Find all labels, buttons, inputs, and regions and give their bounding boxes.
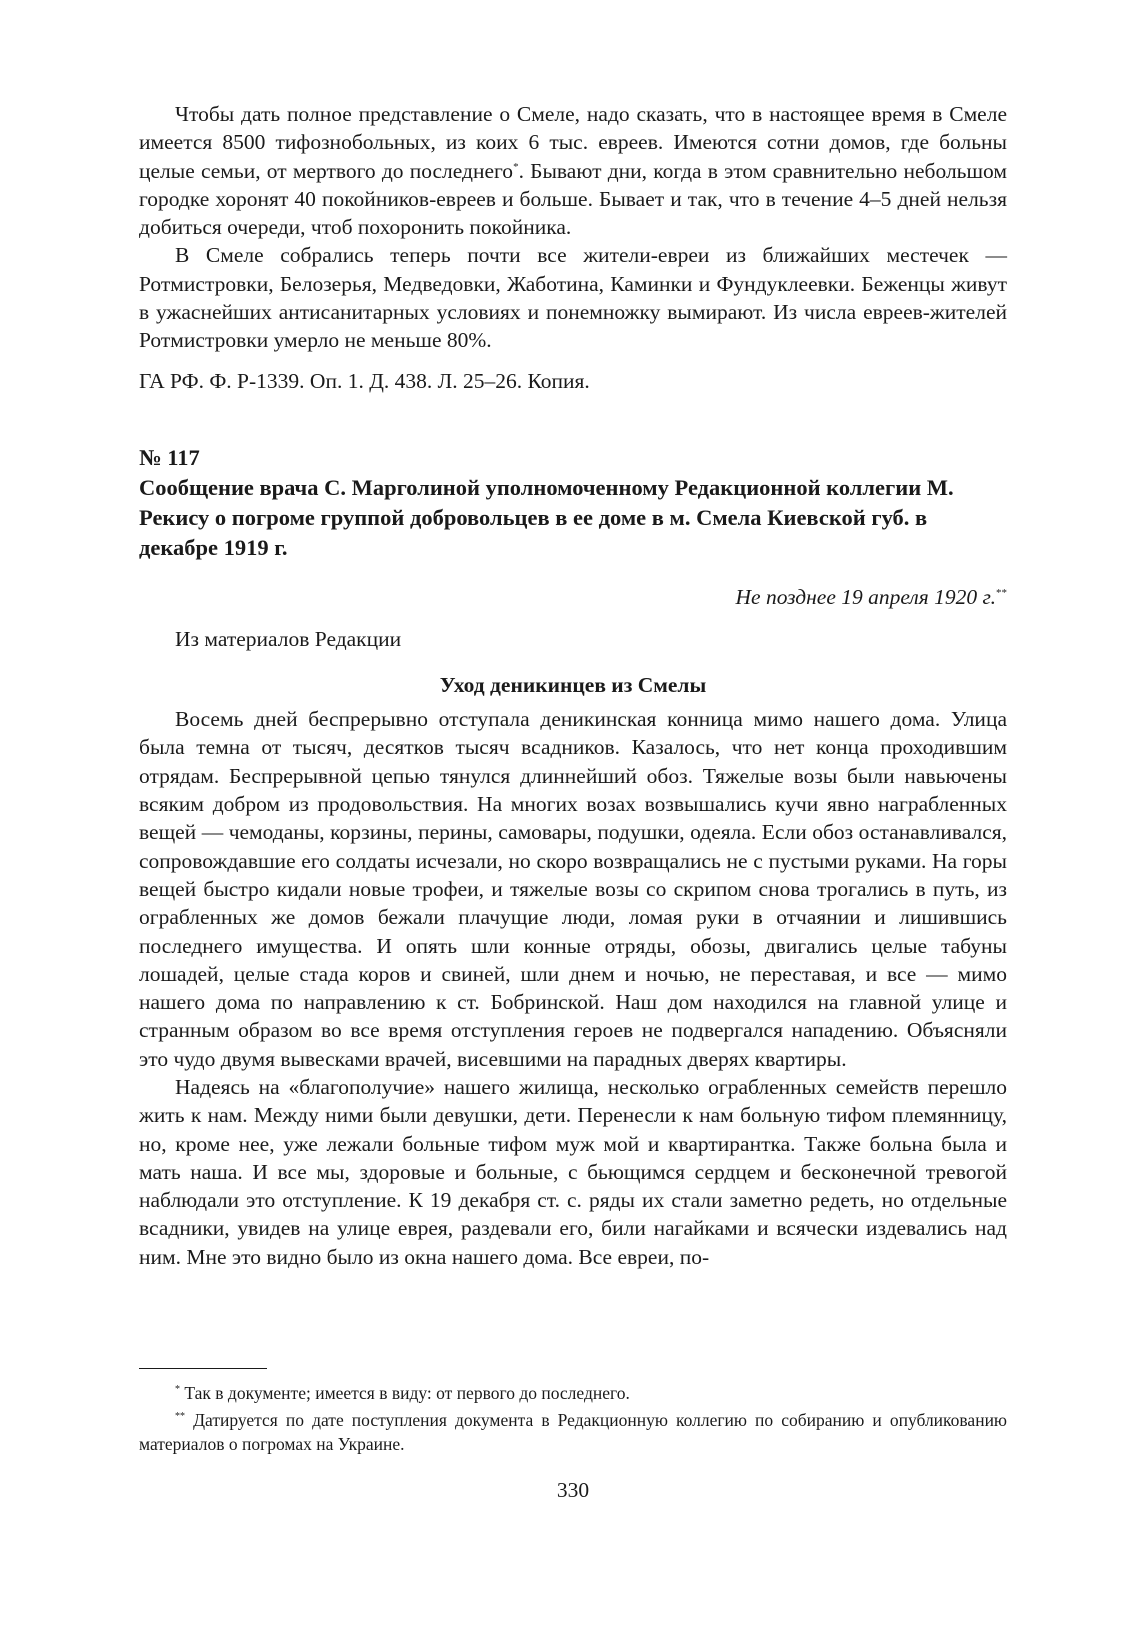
prev-paragraph-2: В Смеле собрались теперь почти все жители-евреи из ближайших местечек — Ротмистровки, Белозерья, Медведовки, Жаботина, Каминки и Фундуклеевки. Беженцы живут в ужаснейших антисанитарных условиях и понемножку вымирают. Из числа евреев-жителей Ротмистровки умерло не меньше 80%.	[139, 243, 1007, 353]
footnotes	[139, 1378, 1007, 1456]
footnote-ref-2[interactable]: **	[996, 586, 1007, 599]
page-number: 330	[556, 1478, 590, 1502]
body-paragraph-1: Восемь дней беспрерывно отступала деникинская конница мимо нашего дома. Улица была темна от тысяч, десятков тысяч всадников. Казалось, что нет конца проходившим отрядам. Беспрерывной цепью тянулся длиннейший обоз. Тяжелые возы были навьючены всяким добром из продовольствия. На многих возах возвышались кучи явно награбленных вещей — чемоданы, корзины, перины, самовары, подушки, одеяла. Если обоз останавливался, сопровождавшие его солдаты исчезали, но скоро возвращались не с пустыми руками. На горы вещей быстро кидали новые трофеи, и тяжелые возы со скрипом снова трогались в путь, из ограбленных же домов бежали плачущие люди, ломая руки в отчаянии и лишившись последнего имущества. И опять шли конные отряды, обозы, двигались целые табуны лошадей, целые стада коров и свиней, шли днем и ночью, не переставая, и все — мимо нашего дома по направлению к ст. Бобринской. Наш дом находился на главной улице и странным образом во все время отступления героев не подвергался нападению. Объясняли это чудо двумя вывесками врачей, висевшими на парадных дверях квартиры.	[139, 707, 1007, 1071]
body-paragraph-2: Надеясь на «благополучие» нашего жилища, несколько ограбленных семейств перешло жить к нам. Между ними были девушки, дети. Перенесли к нам больную тифом племянницу, но, кроме нее, уже лежали больные тифом муж мой и квартирантка. Также больна была и мать наша. И все мы, здоровые и больные, с бьющимся сердцем и бесконечной тревогой наблюдали это отступление. К 19 декабря ст. с. ряды их стали заметно редеть, но отдельные всадники, увидев на улице еврея, раздевали его, били нагайками и всячески издевались над ним. Мне это видно было из окна нашего дома. Все евреи, по-	[139, 1074, 1007, 1269]
footnote-1: * Так в документе; имеется в виду: от первого до последнего.	[175, 1382, 630, 1403]
document-provenance: Из материалов Редакции	[175, 627, 402, 652]
footnote-2: ** Датируется по дате поступления документа в Редакционную коллегию по собиранию и опубликованию материалов о погромах на Украине.	[139, 1409, 1008, 1454]
footnote-ref-1[interactable]: *	[513, 160, 519, 173]
document-date: Не позднее 19 апреля 1920 г.**	[735, 585, 1007, 610]
footnote-divider	[139, 1368, 267, 1369]
document-number: № 117	[139, 444, 200, 470]
page-body	[139, 100, 1007, 1271]
document-title: Сообщение врача С. Марголиной уполномоченному Редакционной коллегии М. Рекису о погроме группой добровольцев в ее доме в м. Смела Киевской губ. в декабре 1919 г.	[139, 474, 954, 560]
archive-source: ГА РФ. Ф. Р-1339. Оп. 1. Д. 438. Л. 25–26. Копия.	[139, 368, 590, 393]
section-heading: Уход деникинцев из Смелы	[439, 673, 707, 698]
prev-paragraph-1: Чтобы дать полное представление о Смеле, надо сказать, что в настоящее время в Смеле имеется 8500 тифознобольных, из коих 6 тыс. евреев. Имеются сотни домов, где больны целые семьи, от мертвого до последнего*. Бывают дни, когда в этом сравнительно небольшом городке хоронят 40 покойников-евреев и больше. Бывает и так, что в течение 4–5 дней нельзя добиться очереди, чтоб похоронить покойника.	[139, 102, 1007, 240]
